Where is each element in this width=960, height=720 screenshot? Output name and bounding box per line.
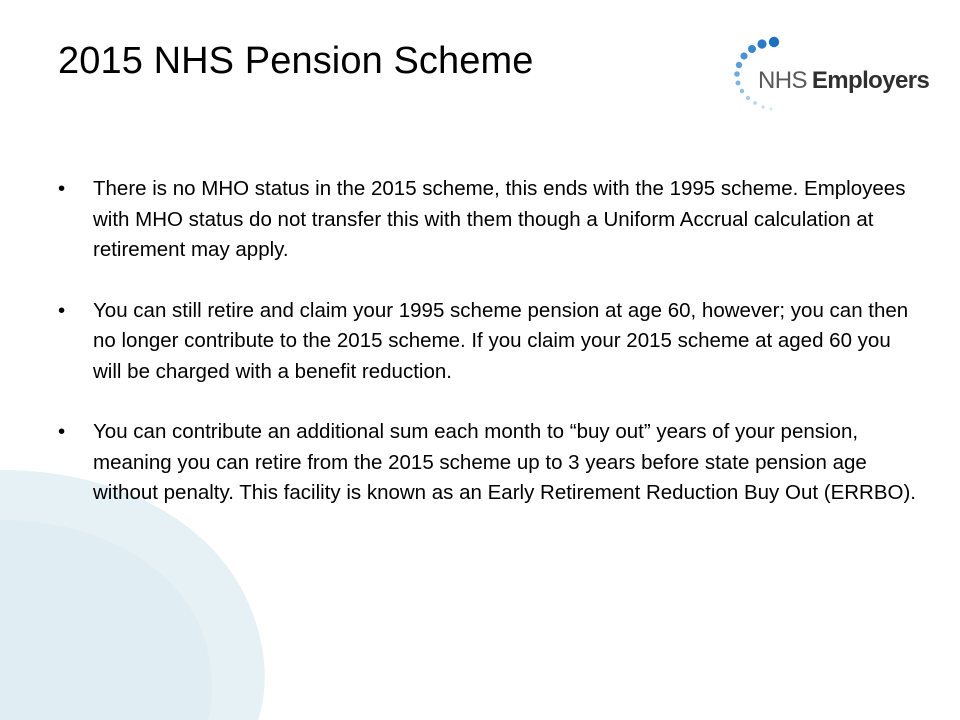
bullet-dot-icon: • — [58, 420, 66, 443]
bullet-item — [58, 417, 918, 509]
bullet-text: You can contribute an additional sum each month to “buy out” years of your pension, meaning you can retire from the 2015 scheme up to 3 years before state pension age without penalty. This facility is known as an Early Retirement Reduction Buy Out (ERRBO). — [93, 420, 916, 504]
bullet-text: You can still retire and claim your 1995 scheme pension at age 60, however; you can then no longer contribute to the 2015 scheme. If you claim your 2015 scheme at aged 60 you will be charged with a benefit reduction. — [93, 298, 909, 383]
bullet-list — [58, 174, 918, 539]
bullet-dot-icon: • — [58, 177, 66, 200]
bullet-text: There is no MHO status in the 2015 scheme, this ends with the 1995 scheme. Employees with MHO status do not transfer this with them though a Uniform Accrual calculation at retirement may apply. — [93, 177, 906, 261]
logo-employers-text: Employers — [811, 67, 930, 94]
logo-nhs-text: NHS — [758, 67, 807, 94]
bullet-item — [58, 174, 918, 266]
slide-title: 2015 NHS Pension Scheme — [58, 40, 534, 82]
nhs-employers-logo — [732, 36, 928, 112]
bullet-item — [58, 296, 918, 388]
logo-text — [758, 66, 929, 96]
bullet-dot-icon: • — [58, 298, 66, 322]
